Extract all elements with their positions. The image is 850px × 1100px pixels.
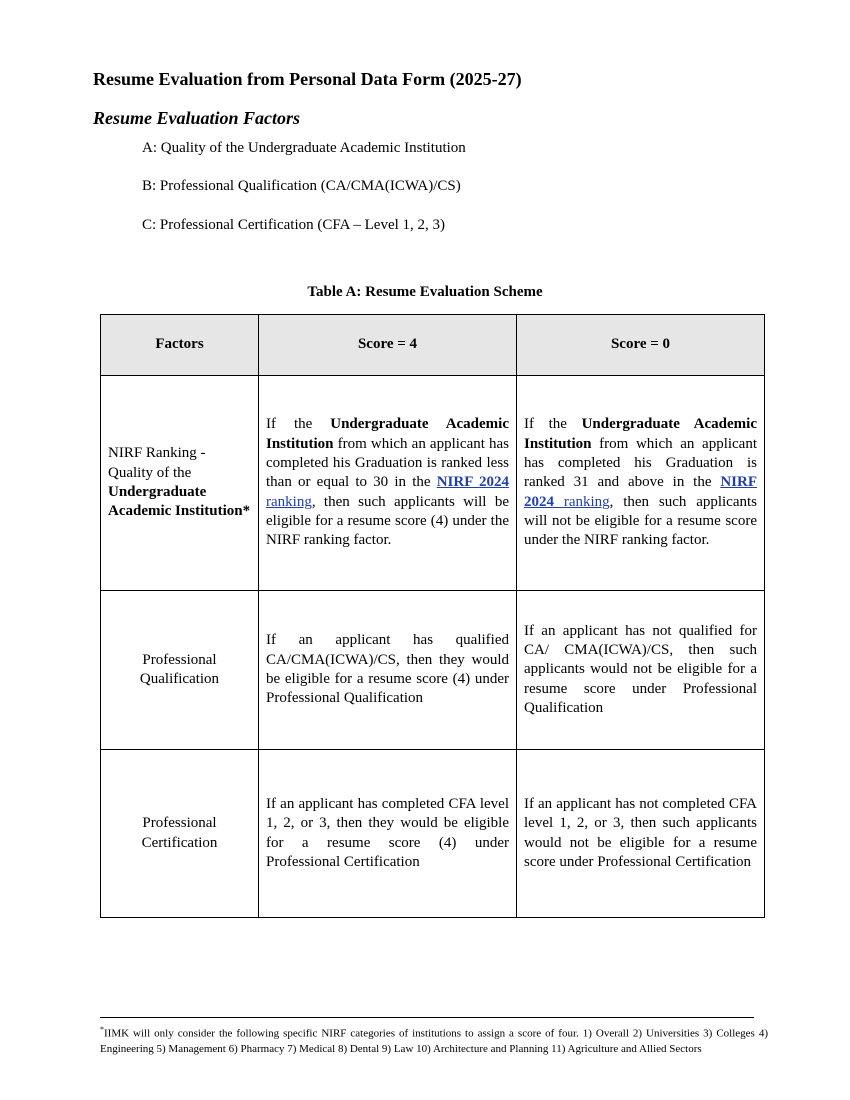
- link-text-bold: NIRF 2024: [436, 474, 510, 491]
- score-4-cell-certification: If an applicant has completed CFA level 1, 2, or 3, then they would be eligible for a resume score (4) under Professional Certification: [259, 750, 517, 918]
- cell-text-bold: Undergraduate Academic Institution: [524, 416, 757, 452]
- factor-label: NIRF Ranking -: [108, 445, 206, 462]
- score-4-cell-qualification: If an applicant has qualified CA/CMA(ICWA)/CS, then they would be eligible for a resume score (4) under Professional Qualification: [259, 591, 517, 750]
- cell-text: If the: [266, 416, 313, 433]
- header-factors: Factors: [101, 315, 259, 376]
- factor-cell-nirf: [101, 376, 259, 591]
- cell-text: , then such applicants will be eligible for a resume score (4) under the NIRF ranking factor.: [266, 493, 509, 549]
- table-row-certification: [101, 750, 765, 918]
- table-header-row: [101, 315, 765, 376]
- cell-text-bold: Undergraduate Academic Institution: [266, 416, 509, 452]
- link-text: ranking: [563, 493, 610, 510]
- link-text: ranking: [266, 493, 312, 510]
- factor-item-a: A: Quality of the Undergraduate Academic Institution: [142, 140, 466, 156]
- section-title: Resume Evaluation Factors: [93, 108, 301, 128]
- table-row-qualification: [101, 591, 765, 750]
- header-score-4: Score = 4: [259, 315, 517, 376]
- table-caption: Table A: Resume Evaluation Scheme: [307, 284, 543, 300]
- footnote-divider: [100, 1017, 754, 1018]
- score-0-cell-certification: If an applicant has not completed CFA level 1, 2, or 3, then such applicants would not be eligible for a resume score under Professional Certification: [517, 750, 765, 918]
- link-text-bold: NIRF 2024: [524, 474, 757, 510]
- score-0-cell-nirf: [517, 376, 765, 591]
- cell-text: If the: [524, 416, 567, 433]
- factor-item-b: B: Professional Qualification (CA/CMA(ICWA)/CS): [142, 178, 461, 194]
- score-4-cell-nirf: [259, 376, 517, 591]
- footnote-text: IIMK will only consider the following specific NIRF categories of institutions to assign a score of four. 1) Overall 2) Universities 3) Colleges 4) Engineering 5) Management 6) Pharmacy 7) Medical 8) Dental 9) Law 10) Architecture and Planning 11) Agriculture and Allied Sectors: [100, 1027, 768, 1055]
- document-title: Resume Evaluation from Personal Data Form (2025-27): [93, 69, 522, 89]
- factor-label: Quality of the: [108, 464, 192, 481]
- cell-text: , then such applicants will not be eligible for a resume score under the NIRF ranking factor.: [524, 493, 758, 549]
- factor-cell-certification: Professional Certification: [101, 750, 259, 918]
- factor-cell-qualification: Professional Qualification: [101, 591, 259, 750]
- cell-text: from which an applicant has completed his Graduation is ranked 31 and above in the: [524, 435, 758, 491]
- cell-text: from which an applicant has completed his Graduation is ranked less than or equal to 30 in the: [266, 435, 509, 491]
- table-row-nirf: [101, 376, 765, 591]
- factor-item-c: C: Professional Certification (CFA – Level 1, 2, 3): [142, 217, 446, 233]
- footnote-marker: *: [100, 1025, 104, 1034]
- score-0-cell-qualification: If an applicant has not qualified for CA/ CMA(ICWA)/CS, then such applicants would not be eligible for a resume score under Professional Qualification: [517, 591, 765, 750]
- factor-label-bold: Undergraduate Academic Institution*: [108, 484, 251, 520]
- resume-evaluation-table: [100, 314, 765, 918]
- footnote: [100, 1022, 768, 1057]
- header-score-0: Score = 0: [517, 315, 765, 376]
